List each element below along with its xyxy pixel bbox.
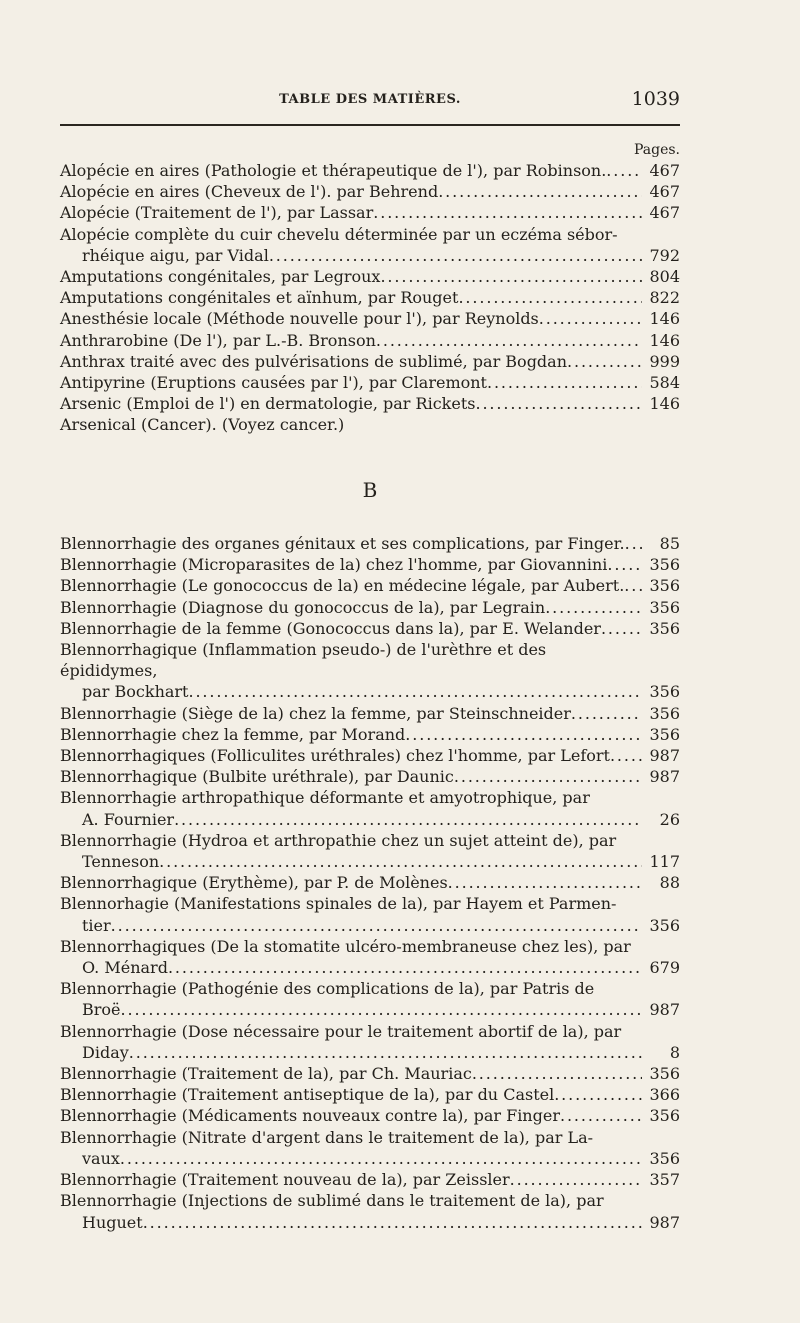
entry-page-number: 356 (649, 915, 680, 935)
entry-text: Amputations congénitales, par Legroux (60, 267, 381, 287)
entry-text: Blennorrhagie (Le gonococcus de la) en médecine légale, par Aubert. (60, 576, 625, 596)
leader-dots (111, 915, 642, 936)
entry-page-number: 357 (649, 1170, 680, 1190)
leader-dots (188, 681, 642, 702)
index-entry (60, 372, 680, 393)
entry-page-number: 356 (649, 597, 680, 617)
leader-dots (539, 308, 642, 329)
entry-page-number: 999 (649, 351, 680, 371)
index-entry (60, 533, 680, 554)
index-list-b (60, 533, 680, 1233)
entry-page-number: 822 (649, 288, 680, 308)
index-list-a (60, 160, 680, 436)
index-entry (60, 1105, 680, 1126)
index-section-b (60, 533, 680, 1233)
entry-text: Blennorrhagie de la femme (Gonococcus dans la), par E. Welander (60, 618, 601, 638)
leader-dots (607, 554, 642, 575)
header-rule (60, 124, 680, 126)
entry-text-continuation: vaux (82, 1148, 120, 1168)
entry-page-number: 987 (649, 746, 680, 766)
entry-text-continuation: Diday (82, 1042, 129, 1062)
leader-dots (168, 957, 642, 978)
index-entry (60, 266, 680, 287)
index-entry (60, 745, 680, 766)
entry-page-number: 356 (649, 555, 680, 575)
index-entry (60, 308, 680, 329)
entry-text-first-line: Blennorrhagie (Hydroa et arthropathie chez un sujet atteint de), par (60, 830, 617, 850)
index-entry (60, 1063, 680, 1084)
leader-dots (601, 618, 642, 639)
index-entry (60, 872, 680, 893)
entry-text: Anthrarobine (De l'), par L.-B. Bronson (60, 330, 376, 350)
leader-dots (475, 393, 642, 414)
page-number: 1039 (631, 88, 680, 110)
leader-dots (454, 766, 642, 787)
entry-text-first-line: Blennorrhagie (Nitrate d'argent dans le traitement de la), par La- (60, 1127, 594, 1147)
leader-dots (438, 181, 642, 202)
leader-dots (560, 1105, 642, 1126)
entry-text-first-line: Blennorhagie (Manifestations spinales de la), par Hayem et Parmen- (60, 894, 617, 914)
index-entry (60, 1190, 680, 1232)
entry-page-number: 146 (649, 394, 680, 414)
entry-page-number: 366 (649, 1085, 680, 1105)
entry-page-number: 146 (649, 330, 680, 350)
index-entry (60, 639, 680, 703)
running-title: TABLE DES MATIÈRES. (279, 92, 461, 107)
index-entry (60, 766, 680, 787)
index-entry (60, 287, 680, 308)
leader-dots (448, 872, 642, 893)
entry-text-first-line: Blennorrhagique (Inflammation pseudo-) de l'urèthre et des épididymes, (60, 640, 547, 681)
leader-dots (606, 160, 642, 181)
leader-dots (625, 533, 642, 554)
index-entry (60, 597, 680, 618)
entry-text: Arsenical (Cancer). (Voyez cancer.) (60, 415, 345, 435)
entry-text-continuation: A. Fournier (82, 809, 175, 829)
entry-text-continuation: Huguet (82, 1212, 143, 1232)
leader-dots (571, 703, 642, 724)
entry-page-number: 356 (649, 1064, 680, 1084)
leader-dots (567, 351, 642, 372)
entry-text: Anthrax traité avec des pulvérisations de sublimé, par Bogdan (60, 351, 568, 371)
index-entry (60, 830, 680, 872)
entry-page-number: 88 (659, 873, 680, 893)
entry-text: Blennorrhagie (Traitement antiseptique de la), par du Castel (60, 1085, 555, 1105)
index-entry (60, 554, 680, 575)
leader-dots (159, 851, 642, 872)
entry-text-first-line: Blennorrhagie (Pathogénie des complications de la), par Patris de (60, 979, 595, 999)
entry-page-number: 356 (649, 682, 680, 702)
entry-text: Anesthésie locale (Méthode nouvelle pour l'), par Reynolds (60, 309, 539, 329)
entry-text: Blennorrhagie chez la femme, par Morand (60, 724, 406, 744)
leader-dots (624, 575, 642, 596)
leader-dots (554, 1084, 642, 1105)
entry-page-number: 987 (649, 767, 680, 787)
section-letter-heading: B (362, 478, 378, 502)
entry-text-first-line: Blennorrhagie (Injections de sublimé dans le traitement de la), par (60, 1191, 604, 1211)
leader-dots (121, 999, 642, 1020)
entry-text: Alopécie (Traitement de l'), par Lassar (60, 203, 374, 223)
entry-page-number: 467 (649, 203, 680, 223)
index-entry (60, 1021, 680, 1063)
entry-page-number: 356 (649, 618, 680, 638)
index-entry (60, 724, 680, 745)
entry-text: Blennorrhagie (Microparasites de la) chez l'homme, par Giovannini (60, 555, 608, 575)
leader-dots (510, 1169, 642, 1190)
index-entry (60, 330, 680, 351)
entry-text-continuation: Broë (82, 1000, 121, 1020)
entry-text-continuation: rhéique aigu, par Vidal (82, 245, 269, 265)
leader-dots (120, 1148, 642, 1169)
entry-text: Antipyrine (Eruptions causées par l'), par Claremont (60, 373, 487, 393)
entry-page-number: 356 (649, 576, 680, 596)
index-entry (60, 787, 680, 829)
entry-text: Arsenic (Emploi de l') en dermatologie, par Rickets (60, 394, 476, 414)
entry-page-number: 467 (649, 182, 680, 202)
entry-page-number: 85 (659, 534, 680, 553)
leader-dots (458, 287, 642, 308)
entry-page-number: 356 (649, 1106, 680, 1126)
index-entry (60, 1084, 680, 1105)
index-entry (60, 414, 680, 435)
index-entry (60, 160, 680, 181)
leader-dots (376, 330, 642, 351)
entry-text-continuation: Tenneson (82, 852, 160, 872)
entry-page-number: 356 (649, 703, 680, 723)
entry-text: Blennorrhagie (Siège de la) chez la femme, par Steinschneider (60, 703, 571, 723)
entry-page-number: 8 (669, 1042, 680, 1062)
leader-dots (487, 372, 642, 393)
index-entry (60, 181, 680, 202)
leader-dots (373, 202, 642, 223)
index-entry (60, 224, 680, 266)
entry-text: Blennorrhagique (Bulbite uréthrale), par Daunic (60, 767, 454, 787)
entry-text-first-line: Blennorrhagiques (De la stomatite ulcéro-membraneuse chez les), par (60, 936, 631, 956)
entry-text: Alopécie en aires (Pathologie et thérapeutique de l'), par Robinson. (60, 161, 607, 180)
leader-dots (545, 597, 642, 618)
leader-dots (174, 809, 642, 830)
leader-dots (143, 1212, 642, 1233)
index-entry (60, 618, 680, 639)
leader-dots (380, 266, 642, 287)
entry-text-continuation: tier (82, 915, 111, 935)
index-entry (60, 202, 680, 223)
leader-dots (129, 1042, 642, 1063)
leader-dots (269, 245, 642, 266)
entry-page-number: 26 (659, 809, 680, 829)
entry-page-number: 584 (649, 373, 680, 393)
entry-text-first-line: Blennorrhagie arthropathique déformante et amyotrophique, par (60, 788, 590, 808)
entry-text: Blennorrhagiques (Folliculites uréthrales) chez l'homme, par Lefort (60, 746, 610, 766)
entry-page-number: 792 (649, 245, 680, 265)
entry-text: Amputations congénitales et aïnhum, par Rouget (60, 288, 459, 308)
pages-column-label: Pages. (633, 142, 680, 158)
entry-text-continuation: O. Ménard (82, 958, 168, 978)
leader-dots (472, 1063, 642, 1084)
index-entry (60, 351, 680, 372)
entry-text-first-line: Blennorrhagie (Dose nécessaire pour le traitement abortif de la), par (60, 1021, 622, 1041)
entry-page-number: 467 (649, 161, 680, 180)
entry-page-number: 146 (649, 309, 680, 329)
entry-text: Blennorrhagie (Traitement de la), par Ch. Mauriac (60, 1064, 472, 1084)
index-entry (60, 978, 680, 1020)
entry-page-number: 356 (649, 724, 680, 744)
entry-text: Blennorrhagique (Erythème), par P. de Molènes (60, 873, 448, 893)
index-entry (60, 393, 680, 414)
page-header (60, 88, 680, 112)
entry-page-number: 356 (649, 1148, 680, 1168)
index-entry (60, 575, 680, 596)
index-entry (60, 1127, 680, 1169)
leader-dots (610, 745, 642, 766)
entry-page-number: 117 (649, 852, 680, 872)
entry-text: Blennorrhagie (Diagnose du gonococcus de la), par Legrain (60, 597, 546, 617)
entry-page-number: 987 (649, 1212, 680, 1232)
index-section-a (60, 140, 680, 436)
entry-text: Alopécie en aires (Cheveux de l'). par Behrend (60, 182, 439, 202)
entry-text-continuation: par Bockhart (82, 682, 189, 702)
index-entry (60, 703, 680, 724)
leader-dots (405, 724, 642, 745)
entry-page-number: 987 (649, 1000, 680, 1020)
entry-text: Blennorrhagie (Traitement nouveau de la), par Zeissler (60, 1170, 510, 1190)
entry-text: Blennorrhagie des organes génitaux et ses complications, par Finger. (60, 534, 625, 553)
entry-text: Blennorrhagie (Médicaments nouveaux contre la), par Finger (60, 1106, 560, 1126)
entry-text-first-line: Alopécie complète du cuir chevelu déterminée par un eczéma sébor- (60, 224, 618, 244)
index-entry (60, 1169, 680, 1190)
index-entry (60, 936, 680, 978)
entry-page-number: 804 (649, 267, 680, 287)
entry-page-number: 679 (649, 958, 680, 978)
index-entry (60, 893, 680, 935)
